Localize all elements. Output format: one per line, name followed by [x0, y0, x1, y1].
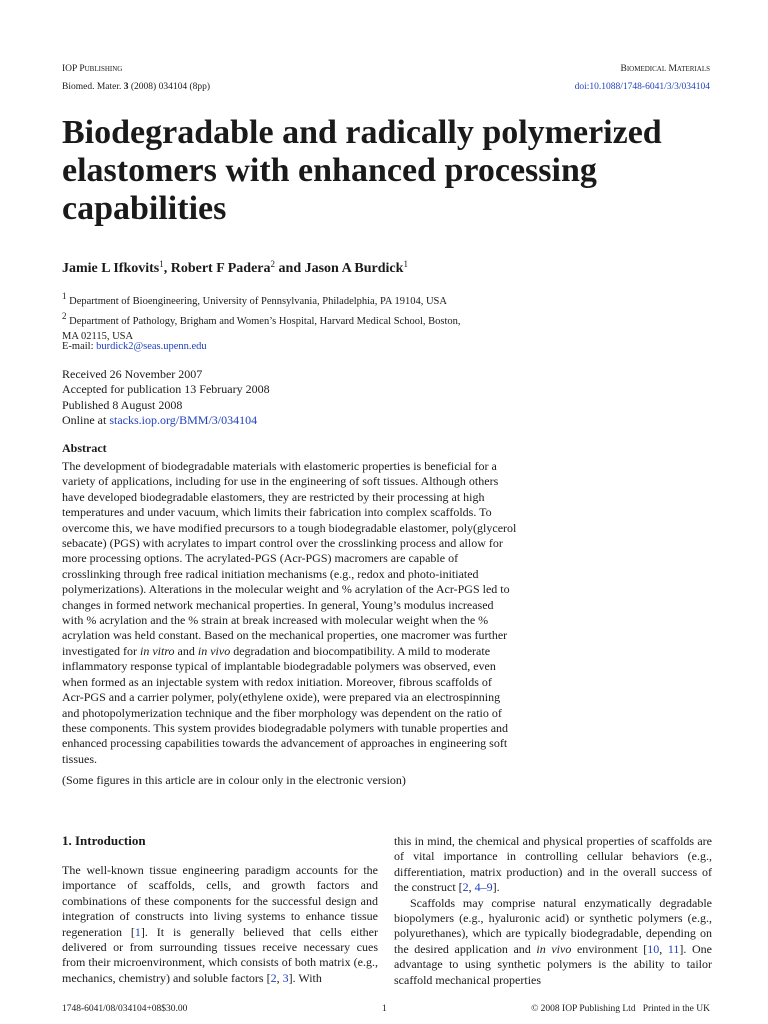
doi-link[interactable]: doi:10.1088/1748-6041/3/3/034104 — [574, 82, 710, 92]
intro-left-column — [62, 863, 378, 986]
footer-issn: 1748-6041/08/034104+08$30.00 — [62, 1004, 188, 1014]
accepted-date: Accepted for publication 13 February 2008 — [62, 382, 270, 397]
online-label: Online at — [62, 413, 110, 428]
italic-term: in vivo — [536, 941, 572, 956]
affiliation-text: MA 02115, USA — [62, 331, 134, 342]
reference-link[interactable]: 2 — [462, 880, 469, 895]
article-title: Biodegradable and radically polymerized elastomers with enhanced processing capabilities — [62, 114, 662, 227]
abstract-line: acrylation was held constant. Based on the mechanical properties, one macromer was further — [62, 628, 508, 643]
reference-link[interactable]: 1 — [134, 924, 141, 939]
author-separator: , — [163, 261, 171, 276]
email-label: E-mail: — [62, 341, 97, 352]
received-date: Received 26 November 2007 — [62, 367, 203, 381]
affiliation-item — [62, 289, 662, 309]
publication-dates — [62, 367, 270, 429]
abstract-text — [62, 459, 548, 767]
author-name: Jamie L Ifkovits — [62, 261, 160, 276]
affiliation-list — [62, 289, 662, 344]
body-text: ]. One advantage to using synthetic polymers is the ability to tailor scaffold mechanical properties — [394, 941, 713, 987]
citation-volume: 3 — [123, 82, 129, 92]
author-affiliation-marker: 1 — [159, 259, 164, 269]
abstract-line: have developed biodegradable elastomers, they are restricted by their processing at high — [62, 489, 485, 504]
abstract-heading: Abstract — [62, 441, 107, 455]
email-line — [62, 339, 207, 354]
abstract-line: polymerizations). Alterations in the molecular weight and % acrylation of the Acr-PGS led to — [62, 582, 510, 597]
citation — [62, 82, 210, 92]
body-text: Scaffolds may comprise natural enzymatically degradable biopolymers (e.g., hyaluronic acid) or synthetic polymers (e.g., polyurethanes), which are typically biodegradable, depending on the desired application and — [394, 895, 712, 956]
email-link[interactable]: burdick2@seas.upenn.edu — [96, 341, 207, 352]
reference-link[interactable]: 2 — [270, 970, 277, 985]
affiliation-text: Department of Bioengineering, University of Pennsylvania, Philadelphia, PA 19104, USA — [69, 296, 447, 307]
page-number: 1 — [382, 1004, 387, 1014]
publisher-name: IOP Publishing — [62, 64, 123, 74]
body-text: ]. It is generally believed that cells either delivered or from surrounding tissues receive necessary cues from their microenvironment, which consists of both matrix (e.g., mechanics, chemistry) and soluble factors [ — [62, 924, 378, 985]
abstract-line: temperatures and under vacuum, which limits their fabrication into complex scaffolds. To — [62, 505, 492, 520]
body-text: ]. — [492, 880, 500, 895]
citation-prefix: Biomed. Mater. — [62, 82, 124, 92]
author-name: Robert F Padera — [170, 261, 271, 276]
affiliation-item — [62, 309, 662, 329]
abstract-line: inflammatory response typical of implantable biodegradable polymers was observed, even — [62, 659, 496, 674]
section-heading: 1. Introduction — [62, 833, 146, 848]
reference-link[interactable]: 11 — [667, 941, 680, 956]
body-text: , — [659, 941, 668, 956]
body-text: , — [276, 970, 283, 985]
abstract-line: enhanced processing capabilities towards the advancement of approaches in engineering soft — [62, 736, 508, 751]
abstract-line: changes in formed network mechanical properties. In general, Young’s modulus increased — [62, 597, 494, 612]
published-date: Published 8 August 2008 — [62, 397, 183, 412]
author-name: Jason A Burdick — [304, 261, 404, 276]
affiliation-marker: 1 — [62, 291, 67, 301]
citation-suffix: (2008) 034104 (8pp) — [128, 82, 211, 92]
colour-note: (Some figures in this article are in colour only in the electronic version) — [62, 773, 406, 787]
reference-link[interactable]: 10 — [647, 941, 660, 956]
intro-right-column — [394, 834, 712, 988]
abstract-line: variety of applications, including for use in the engineering of soft tissues. Although others — [62, 474, 499, 489]
author-affiliation-marker: 1 — [403, 259, 408, 269]
body-text: The well-known tissue engineering paradigm accounts for the importance of scaffolds, cells, and growth factors and combinations of these components for the successful design and integration of constructs into living systems to enhance tissue regeneration [ — [62, 863, 378, 939]
body-text: this in mind, the chemical and physical properties of scaffolds are of vital importance in controlling cellular behaviors (e.g., differentiation, matrix production) and in the overall success of the construct [ — [394, 834, 712, 895]
abstract-line: sebacate) (PGS) with acrylates to impart control over the crosslinking process and allow for — [62, 536, 503, 551]
abstract-line: overcome this, we have modified precursors to a tough biodegradable elastomer, poly(glycerol — [62, 520, 517, 535]
abstract-line: more processing options. The acrylated-PGS (Acr-PGS) macromers are capable of — [62, 551, 459, 566]
abstract-line: tissues. — [62, 751, 98, 766]
body-text: ]. With — [288, 970, 322, 985]
author-affiliation-marker: 2 — [270, 259, 276, 269]
abstract-line: with % acrylation and the % strain at break increased with molecular weight when the % — [62, 613, 489, 628]
abstract-line: these components. This system provides biodegradable polymers with tunable properties and — [62, 720, 509, 735]
footer-copyright: © 2008 IOP Publishing Ltd Printed in the UK — [531, 1004, 710, 1014]
author-list — [62, 259, 408, 277]
body-text: , — [468, 880, 475, 895]
abstract-line: investigated for in vitro and in vivo degradation and biocompatibility. A mild to moderate — [62, 643, 491, 658]
abstract-line: The development of biodegradable materials with elastomeric properties is beneficial for a — [62, 459, 497, 473]
author-separator: and — [275, 261, 305, 276]
journal-name: Biomedical Materials — [620, 64, 710, 74]
affiliation-marker: 2 — [62, 311, 67, 321]
abstract-line: crosslinking through free radical initiation mechanisms (e.g., redox and photo-initiated — [62, 566, 479, 581]
abstract-line: and photopolymerization technique and the fiber morphology was dependent on the ratio of — [62, 705, 502, 720]
reference-link[interactable]: 4–9 — [474, 880, 493, 895]
abstract-line: when formed as an injectable system with redox initiation. Moreover, fibrous scaffolds of — [62, 674, 492, 689]
online-link[interactable]: stacks.iop.org/BMM/3/034104 — [109, 413, 258, 428]
affiliation-text: Department of Pathology, Brigham and Women’s Hospital, Harvard Medical School, Boston, — [69, 316, 461, 327]
reference-link[interactable]: 3 — [282, 970, 289, 985]
online-line — [62, 413, 270, 428]
abstract-line: Acr-PGS and a carrier polymer, poly(ethylene oxide), were prepared via an electrospinning — [62, 690, 501, 705]
body-text: environment [ — [571, 941, 648, 956]
